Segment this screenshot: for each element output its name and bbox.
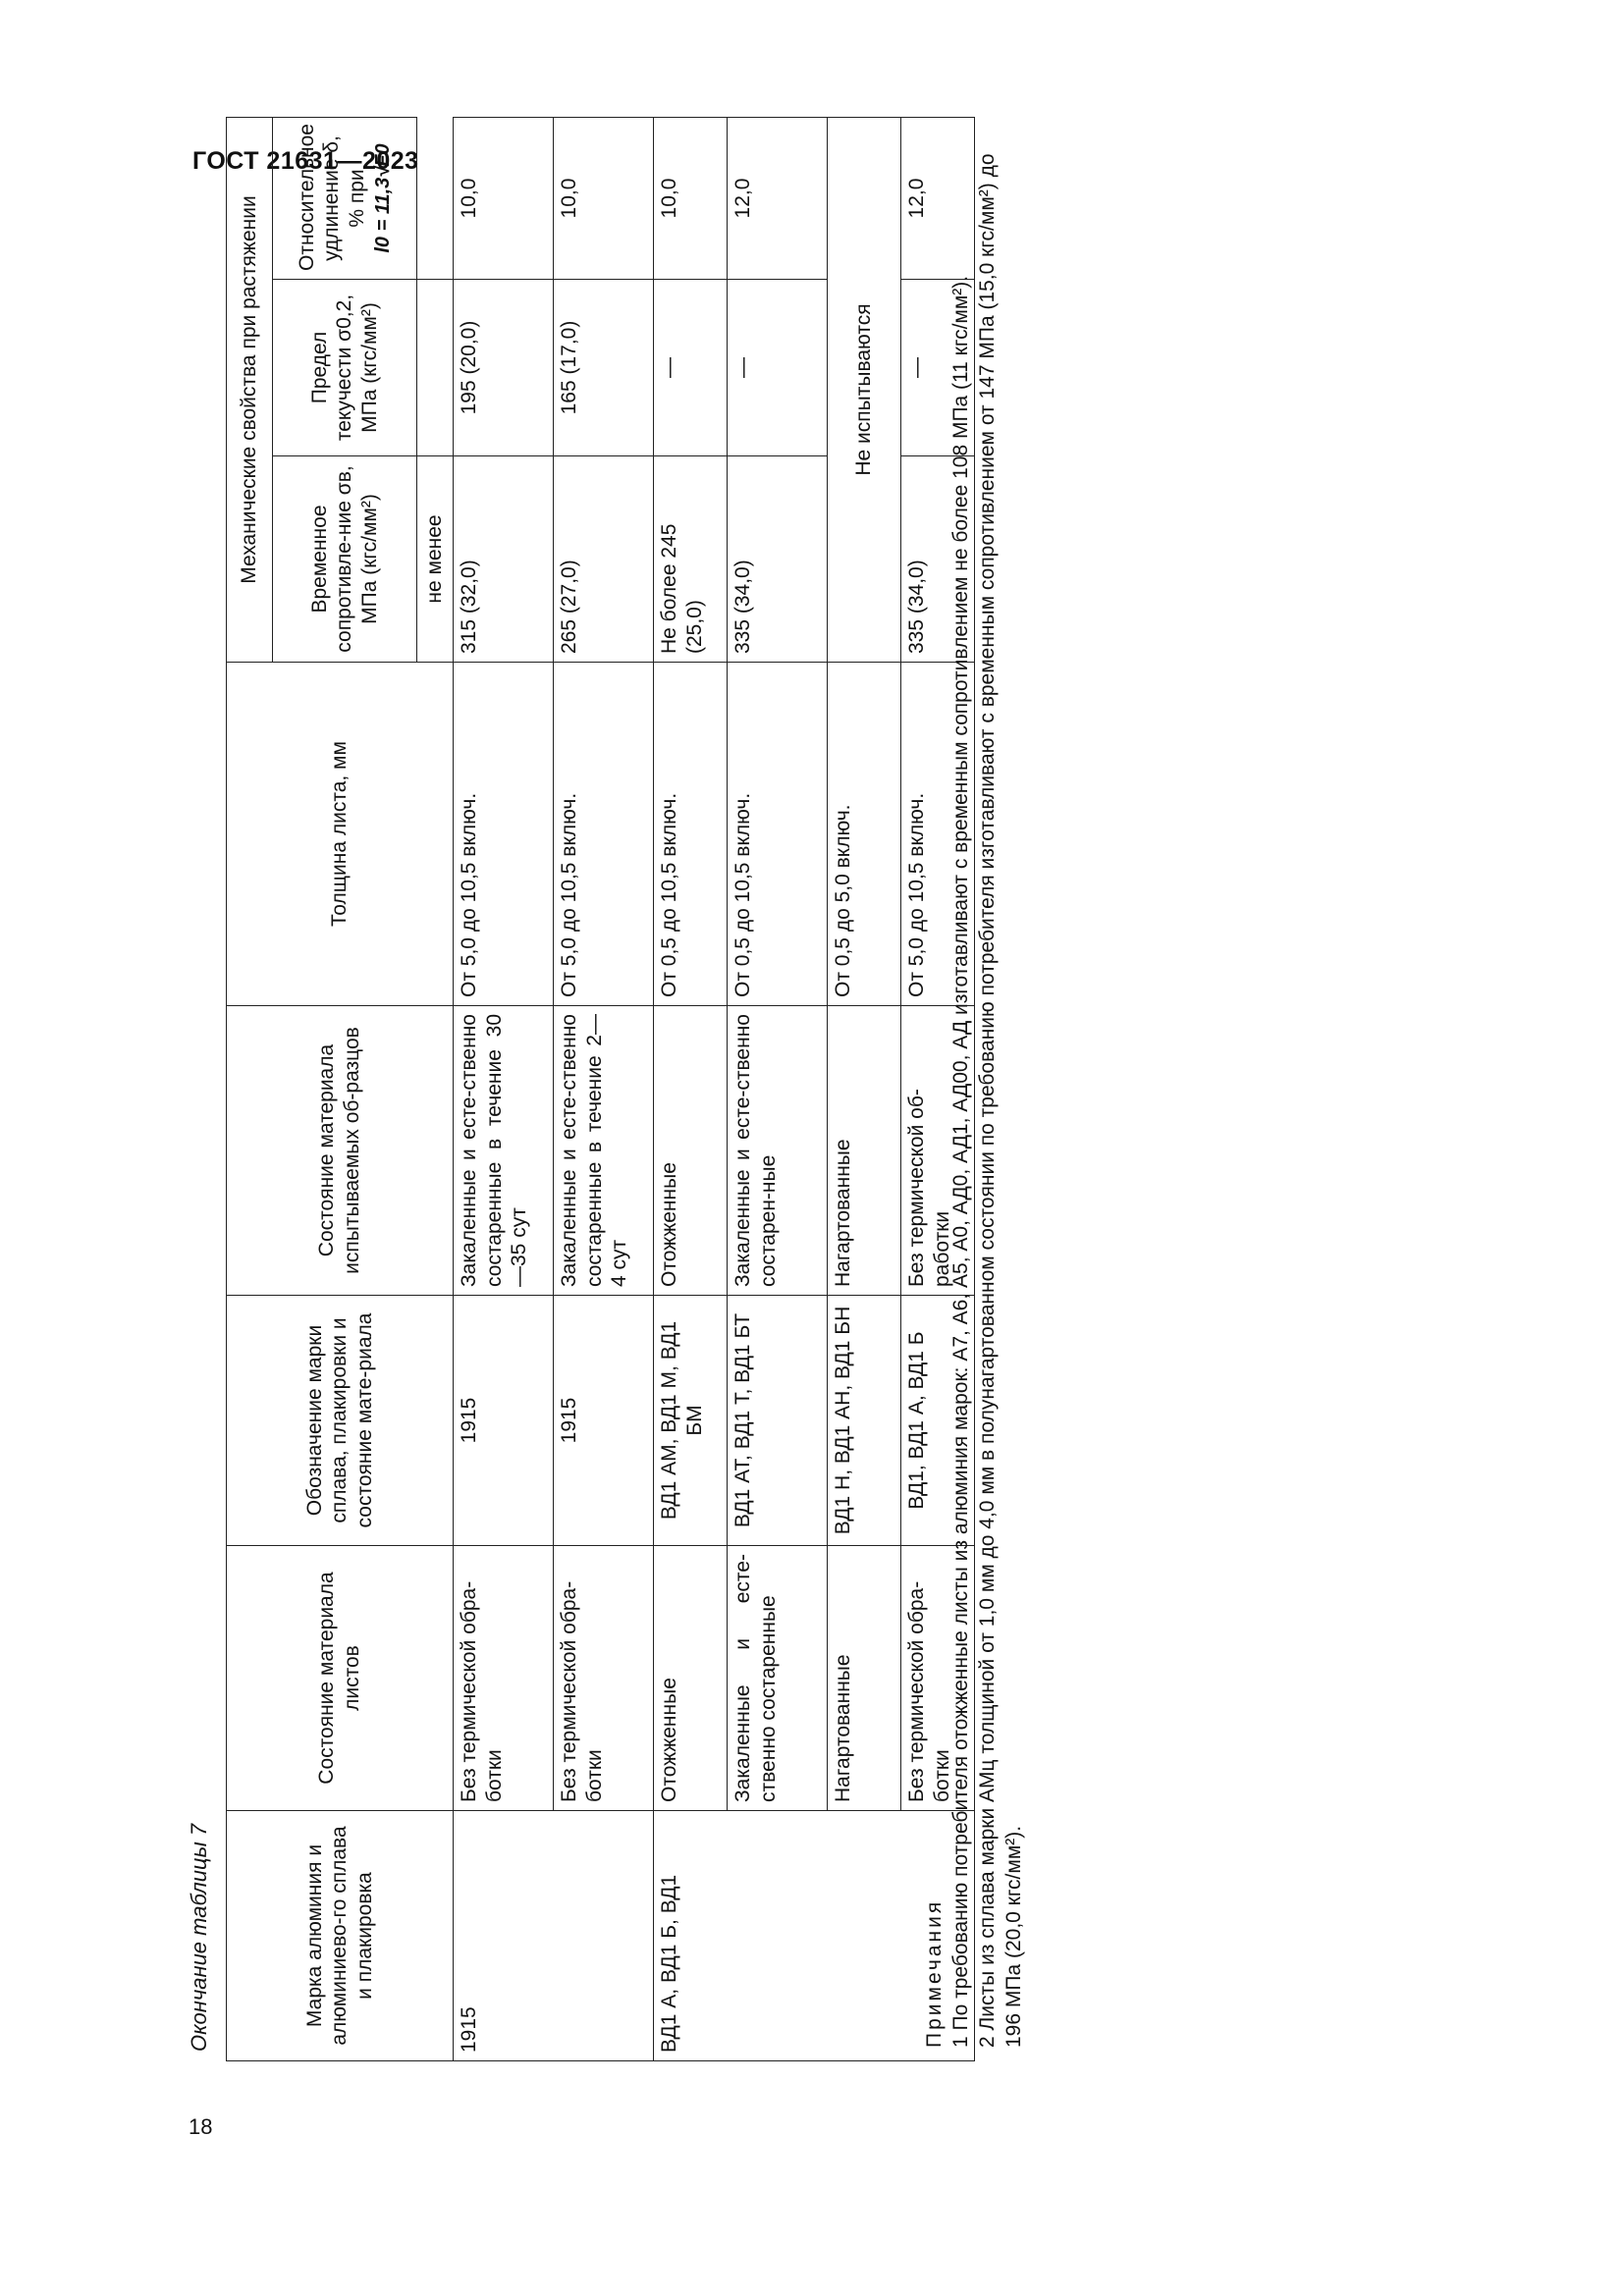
col-header-sheet-condition: Состояние материала листов (227, 1546, 454, 1811)
cell-sample-condition: Закаленные и есте-ственно состарен-ные (728, 1006, 828, 1296)
cell-elongation: 12,0 (901, 118, 975, 280)
cell-sample-condition: Закаленные и есте-ственно состаренные в течение 30—35 сут (454, 1006, 554, 1296)
rotated-table-block (177, 98, 1384, 2061)
cell-grade (728, 1811, 828, 2061)
elongation-formula: l0 = 11,3√F0 (371, 143, 394, 253)
cell-yield: — (901, 280, 975, 456)
note-2: 2 Листы из сплава марки АМц толщиной от 1,0 мм до 4,0 мм в полунагартованном состоянии по требованию потребителя изготавливают с временным сопротивлением от 147 МПа (15,0 кгс/мм²) до 196 МПа (20,0 кгс/мм²). (976, 153, 1025, 2048)
cell-yield: 165 (17,0) (554, 280, 654, 456)
cell-sample-condition: Закаленные и есте-ственно состаренные в течение 2—4 сут (554, 1006, 654, 1296)
cell-thickness: От 5,0 до 10,5 включ. (901, 663, 975, 1006)
cell-sheet-condition: Отожженные (654, 1546, 728, 1811)
cell-thickness: От 5,0 до 10,5 включ. (454, 663, 554, 1006)
table-notes (921, 118, 1027, 2061)
cell-grade: 1915 (454, 1811, 554, 2061)
page-number: 18 (189, 2114, 213, 2139)
cell-tensile: 335 (34,0) (728, 456, 828, 663)
cell-yield: — (654, 280, 728, 456)
empty-header-cell (417, 280, 454, 456)
cell-thickness: От 0,5 до 5,0 включ. (828, 663, 901, 1006)
cell-designation: ВД1 АМ, ВД1 М, ВД1 БМ (654, 1296, 728, 1546)
not-less-cell: не менее (417, 456, 454, 663)
table-caption: Окончание таблицы 7 (187, 1823, 211, 2052)
table-row (454, 118, 554, 2061)
cell-elongation: 10,0 (654, 118, 728, 280)
cell-sheet-condition: Без термической обра-ботки (454, 1546, 554, 1811)
col-header-yield: Предел текучести σ0,2, МПа (кгс/мм²) (273, 280, 417, 456)
table-row (728, 118, 828, 2061)
col-header-sample-condition: Состояние материала испытываемых об-разцов (227, 1006, 454, 1296)
cell-tensile: Не более 245 (25,0) (654, 456, 728, 663)
notes-heading: Примечания (923, 1898, 946, 2048)
cell-designation: ВД1, ВД1 А, ВД1 Б (901, 1296, 975, 1546)
standard-code: ГОСТ 21631—2023 (192, 147, 419, 175)
cell-thickness: От 0,5 до 10,5 включ. (654, 663, 728, 1006)
cell-grade: ВД1 А, ВД1 Б, ВД1 (654, 1811, 728, 2061)
col-header-tensile: Временное сопротивле-ние σв, МПа (кгс/мм²) (273, 456, 417, 663)
table-row (828, 118, 901, 2061)
cell-designation: 1915 (554, 1296, 654, 1546)
cell-elongation: 10,0 (554, 118, 654, 280)
cell-designation: 1915 (454, 1296, 554, 1546)
cell-sheet-condition: Без термической обра-ботки (554, 1546, 654, 1811)
header-row-1 (227, 118, 273, 2061)
col-header-designation: Обозначение марки сплава, плакировки и состояние мате-риала (227, 1296, 454, 1546)
cell-designation: ВД1 АТ, ВД1 Т, ВД1 БТ (728, 1296, 828, 1546)
cell-thickness: От 0,5 до 10,5 включ. (728, 663, 828, 1006)
col-header-grade: Марка алюминия и алюминиево-го сплава и плакировка (227, 1811, 454, 2061)
cell-sample-condition: Отожженные (654, 1006, 728, 1296)
note-1: 1 По требованию потребителя отожженные листы из алюминия марок: А7, А6, А5, А0, АД0, АД1, АД00, АД изготавливают с временным сопротивлением не более 108 МПа (11 кгс/мм²). (949, 275, 972, 2048)
cell-sample-condition: Без термической об-работки (901, 1006, 975, 1296)
cell-elongation: 12,0 (728, 118, 828, 280)
cell-grade (828, 1811, 901, 2061)
cell-elongation: 10,0 (454, 118, 554, 280)
cell-yield: 195 (20,0) (454, 280, 554, 456)
cell-sheet-condition: Без термической обра-ботки (901, 1546, 975, 1811)
table-row (654, 118, 728, 2061)
cell-tensile: 335 (34,0) (901, 456, 975, 663)
elongation-label: Относительное удлинение δ, % при (295, 124, 368, 271)
col-header-elongation (273, 118, 417, 280)
col-header-mechanical-group: Механические свойства при растяжении (227, 118, 273, 663)
cell-thickness: От 5,0 до 10,5 включ. (554, 663, 654, 1006)
cell-sheet-condition: Закаленные и есте-ственно состаренные (728, 1546, 828, 1811)
cell-grade (554, 1811, 654, 2061)
table-row (554, 118, 654, 2061)
cell-designation: ВД1 Н, ВД1 АН, ВД1 БН (828, 1296, 901, 1546)
cell-tensile: 265 (27,0) (554, 456, 654, 663)
cell-tensile: 315 (32,0) (454, 456, 554, 663)
cell-not-tested: Не испытываются (828, 118, 901, 663)
cell-yield: — (728, 280, 828, 456)
cell-sample-condition: Нагартованные (828, 1006, 901, 1296)
col-header-thickness: Толщина листа, мм (227, 663, 454, 1006)
cell-sheet-condition: Нагартованные (828, 1546, 901, 1811)
properties-table (226, 117, 975, 2061)
